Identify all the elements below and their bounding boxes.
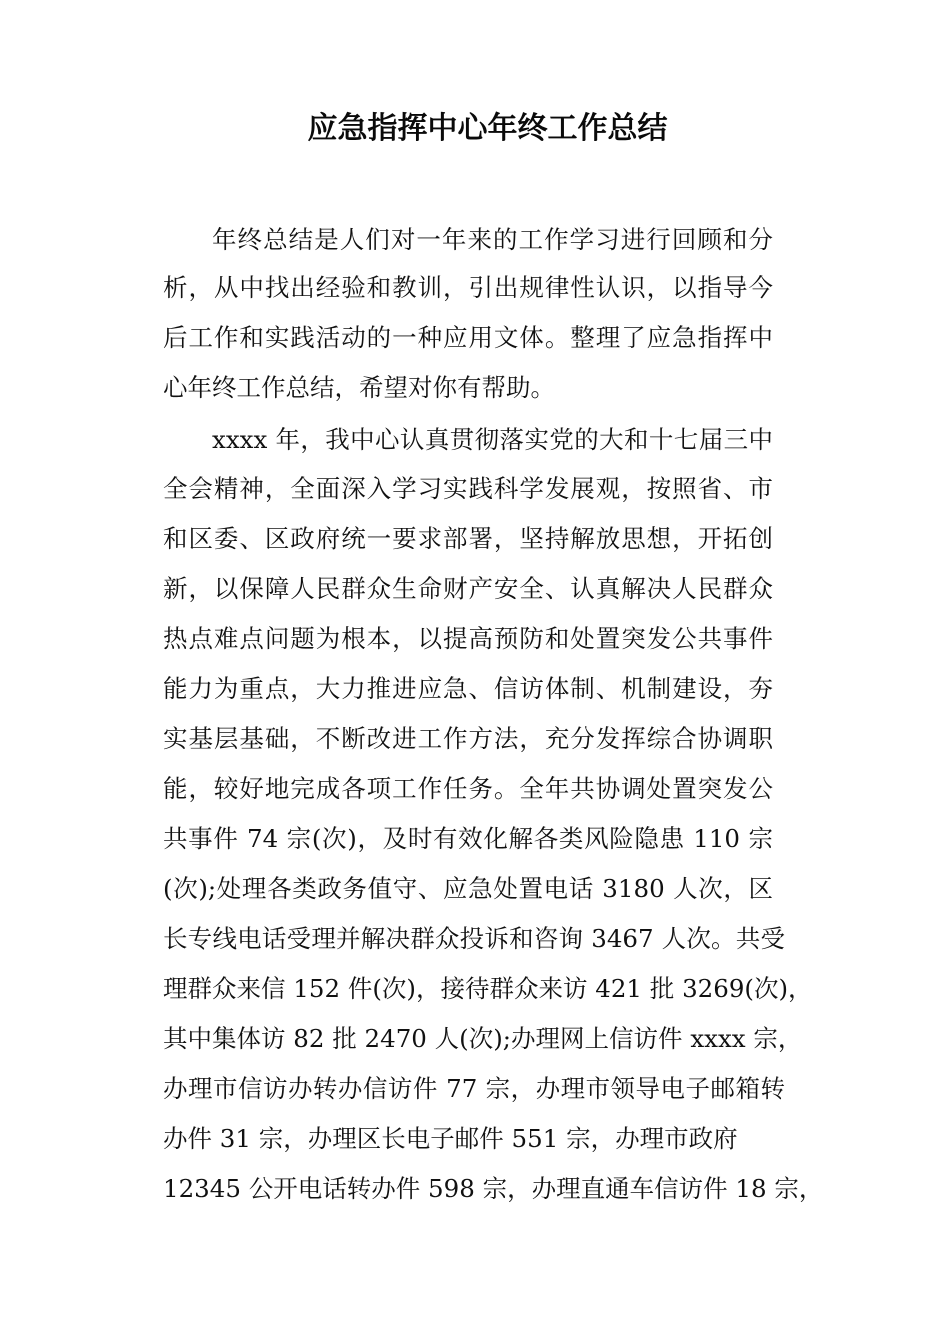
paragraph-2-line-3: 和区委、区政府统一要求部署，坚持解放思想，开拓创: [163, 524, 773, 553]
paragraph-2-line-8: 能，较好地完成各项工作任务。全年共协调处置突发公: [163, 774, 773, 803]
paragraph-2-line-4: 新，以保障人民群众生命财产安全、认真解决人民群众: [163, 574, 773, 603]
paragraph-2-line-10: (次);处理各类政务值守、应急处置电话 3180 人次，区: [163, 874, 773, 903]
paragraph-1-line-1: 年终总结是人们对一年来的工作学习进行回顾和分: [212, 225, 773, 254]
paragraph-2-line-9: 共事件 74 宗(次)，及时有效化解各类风险隐患 110 宗: [163, 824, 773, 853]
paragraph-2-line-1: xxxx 年，我中心认真贯彻落实党的大和十七届三中: [212, 425, 773, 454]
paragraph-2-line-13: 其中集体访 82 批 2470 人(次);办理网上信访件 xxxx 宗，: [163, 1024, 803, 1053]
paragraph-1-line-4: 心年终工作总结，希望对你有帮助。: [163, 373, 555, 402]
paragraph-2-line-16: 12345 公开电话转办件 598 宗，办理直通车信访件 18 宗，: [163, 1174, 824, 1203]
paragraph-2-line-11: 长专线电话受理并解决群众投诉和咨询 3467 人次。共受: [163, 924, 785, 953]
paragraph-1-line-3: 后工作和实践活动的一种应用文体。整理了应急指挥中: [163, 323, 773, 352]
paragraph-1-line-2: 析，从中找出经验和教训，引出规律性认识，以指导今: [163, 273, 773, 302]
document-title: 应急指挥中心年终工作总结: [307, 111, 668, 147]
paragraph-2-line-12: 理群众来信 152 件(次)，接待群众来访 421 批 3269(次)，: [163, 974, 813, 1003]
paragraph-2-line-2: 全会精神，全面深入学习实践科学发展观，按照省、市: [163, 474, 773, 503]
paragraph-2-line-6: 能力为重点，大力推进应急、信访体制、机制建设，夯: [163, 674, 773, 703]
paragraph-2-line-5: 热点难点问题为根本，以提高预防和处置突发公共事件: [163, 624, 773, 653]
paragraph-2-line-7: 实基层基础，不断改进工作方法，充分发挥综合协调职: [163, 724, 773, 753]
paragraph-2-line-14: 办理市信访办转办信访件 77 宗，办理市领导电子邮箱转: [163, 1074, 785, 1103]
paragraph-2-line-15: 办件 31 宗，办理区长电子邮件 551 宗，办理市政府: [163, 1124, 738, 1153]
